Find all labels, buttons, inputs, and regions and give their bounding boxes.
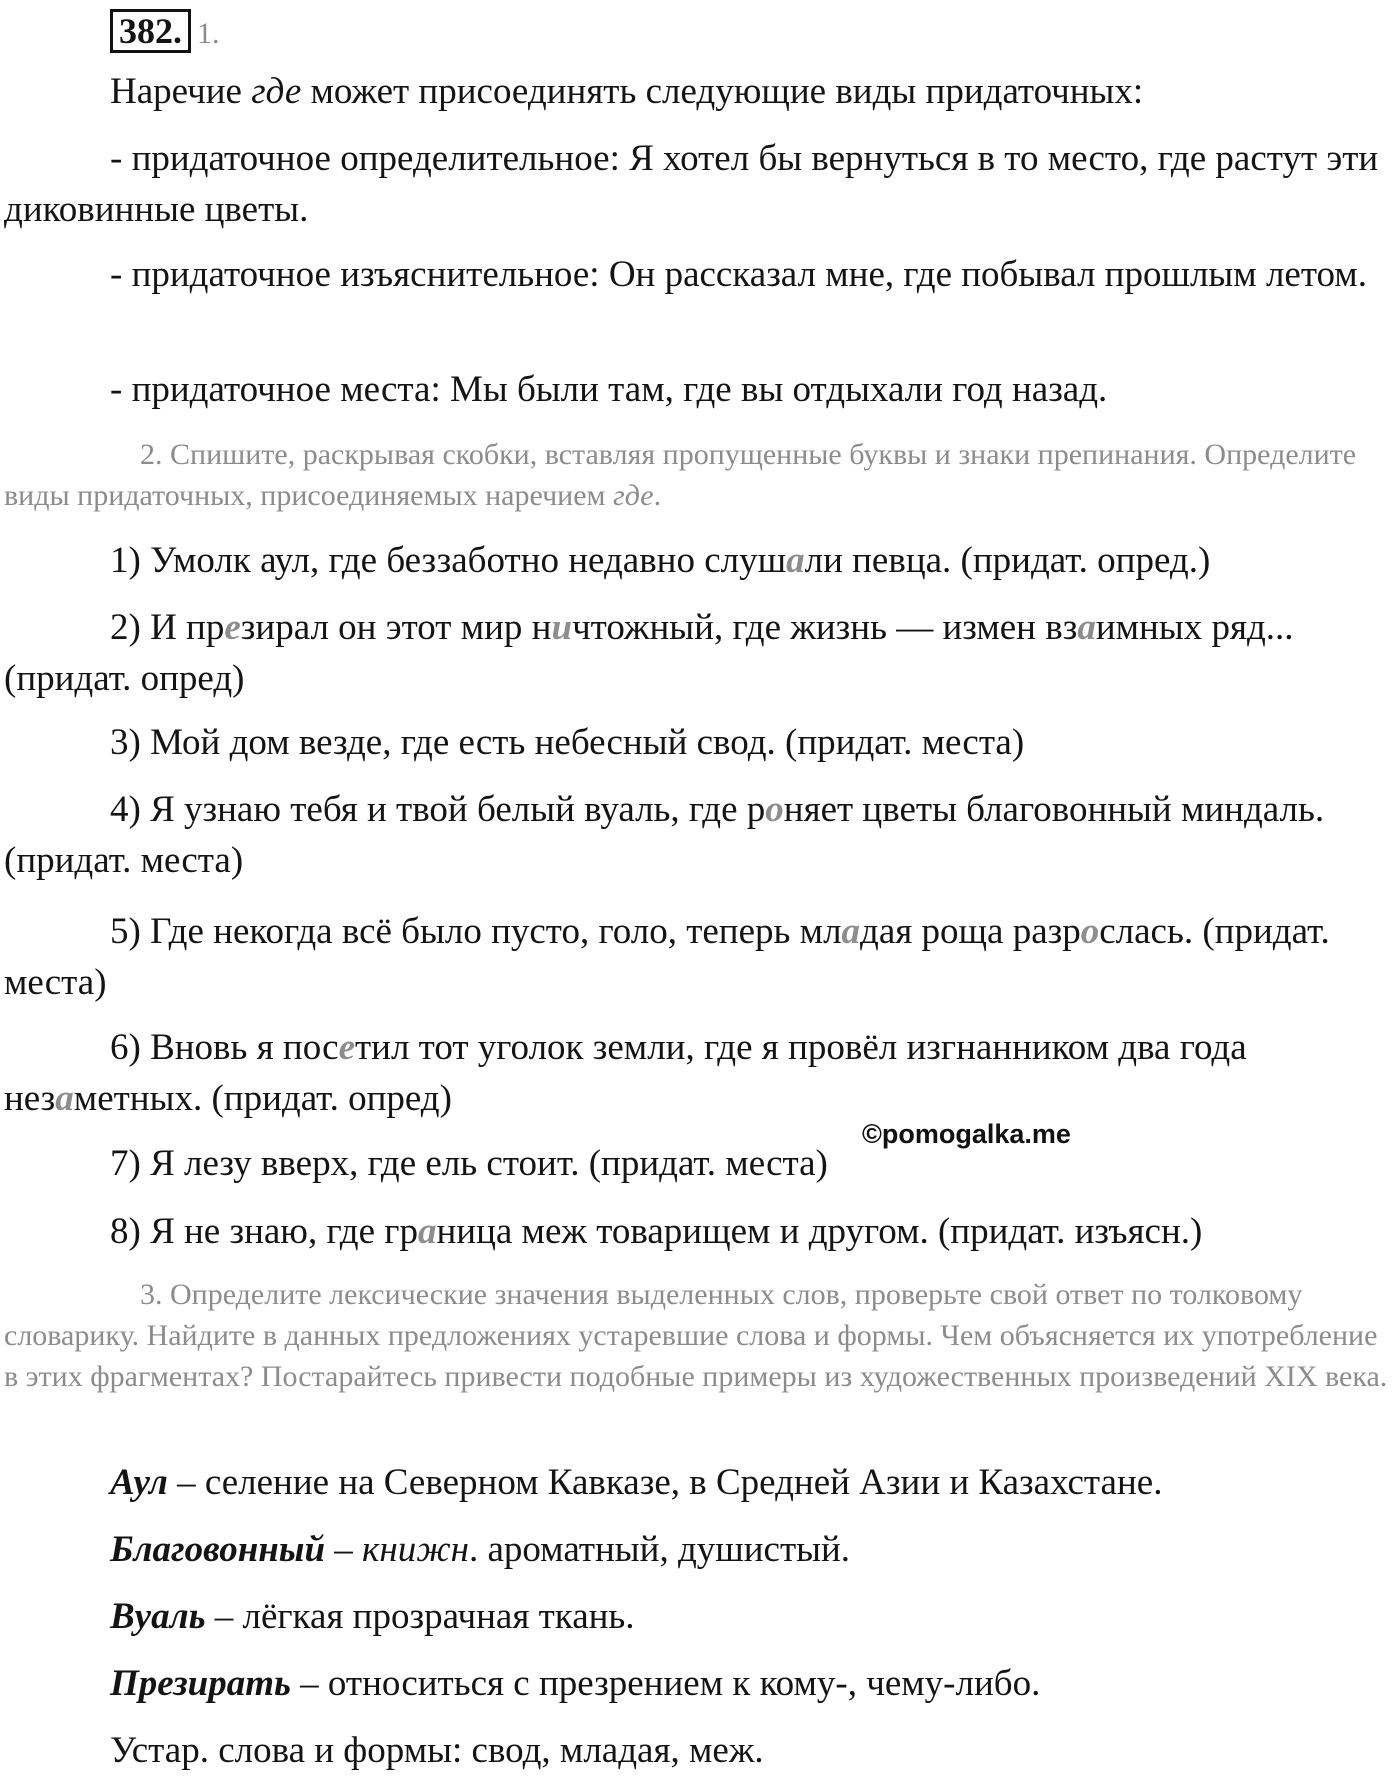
intro-adverb: где bbox=[251, 71, 302, 112]
sentence-5: 5) Где некогда всё было пусто, голо, теперь младая роща разрослась. (придат. места) bbox=[4, 911, 1330, 1003]
glossary-entry: Благовонный – книжн. ароматный, душистый. bbox=[110, 1529, 851, 1570]
sentence-2: 2) И презирал он этот мир ничтожный, где жизнь — измен взаимных ряд... (придат. опред) bbox=[4, 607, 1294, 699]
exercise-header bbox=[4, 6, 1396, 59]
sentence-1: 1) Умолк аул, где беззаботно недавно слушали певца. (придат. опред.) bbox=[110, 540, 1211, 581]
inserted-letter: а bbox=[1077, 607, 1096, 648]
watermark: ©pomogalka.me bbox=[862, 1119, 1071, 1149]
sentence-6: 6) Вновь я посетил тот уголок земли, где я провёл изгнанником два года незаметных. (придат. опред) bbox=[4, 1027, 1247, 1119]
intro-line: Наречие где может присоединять следующие виды придаточных: bbox=[110, 71, 1144, 112]
task-2: 2. Спишите, раскрывая скобки, вставляя пропущенные буквы и знаки препинания. Определите виды придаточных, присоединяемых наречием где. bbox=[4, 438, 1357, 512]
inserted-letter: а bbox=[841, 911, 861, 952]
sentence-7: 7) Я лезу вверх, где ель стоит. (придат. места) bbox=[110, 1143, 828, 1184]
glossary-entry: Аул – селение на Северном Кавказе, в Средней Азии и Казахстане. bbox=[110, 1462, 1163, 1503]
inserted-letter: о bbox=[765, 789, 784, 830]
glossary-term: Вуаль bbox=[110, 1596, 206, 1637]
exercise-number: 382. bbox=[110, 9, 191, 53]
inserted-letter: а bbox=[417, 1211, 437, 1252]
inserted-letter: е bbox=[338, 1027, 355, 1068]
glossary-term: Аул bbox=[110, 1462, 168, 1503]
glossary-note: книжн bbox=[362, 1529, 469, 1570]
glossary-term: Презирать bbox=[110, 1663, 291, 1704]
clause-type-attributive: - придаточное определительное: Я хотел бы вернуться в то место, где растут эти диковинные цветы. bbox=[4, 138, 1379, 230]
inserted-letter: и bbox=[551, 607, 573, 648]
sentence-8: 8) Я не знаю, где граница меж товарищем и другом. (придат. изъясн.) bbox=[110, 1211, 1203, 1252]
inserted-letter: о bbox=[1080, 911, 1100, 952]
inserted-letter: а bbox=[55, 1078, 74, 1119]
glossary-entry: Вуаль – лёгкая прозрачная ткань. bbox=[110, 1596, 635, 1637]
glossary-term: Благовонный bbox=[110, 1529, 326, 1570]
obsolete-words: Устар. слова и формы: свод, младая, меж. bbox=[110, 1730, 764, 1771]
clause-type-place: - придаточное места: Мы были там, где вы отдыхали год назад. bbox=[110, 369, 1108, 410]
inserted-letter: а bbox=[786, 540, 805, 581]
sentence-3: 3) Мой дом везде, где есть небесный свод. (придат. места) bbox=[110, 722, 1025, 763]
inserted-letter: е bbox=[224, 607, 241, 648]
part1-label: 1. bbox=[197, 17, 220, 50]
clause-type-explanatory: - придаточное изъяснительное: Он рассказал мне, где побывал прошлым летом. bbox=[110, 254, 1367, 295]
glossary-entry: Презирать – относиться с презрением к кому-, чему-либо. bbox=[110, 1663, 1041, 1704]
task-3: 3. Определите лексические значения выделенных слов, проверьте свой ответ по толковому словарику. Найдите в данных предложениях устаревшие слова и формы. Чем объясняется их употребление в этих фрагментах? Постарайтесь привести подобные примеры из художественных произведений XIX века. bbox=[4, 1278, 1388, 1393]
sentence-4: 4) Я узнаю тебя и твой белый вуаль, где роняет цветы благовонный миндаль. (придат. места) bbox=[4, 789, 1325, 881]
